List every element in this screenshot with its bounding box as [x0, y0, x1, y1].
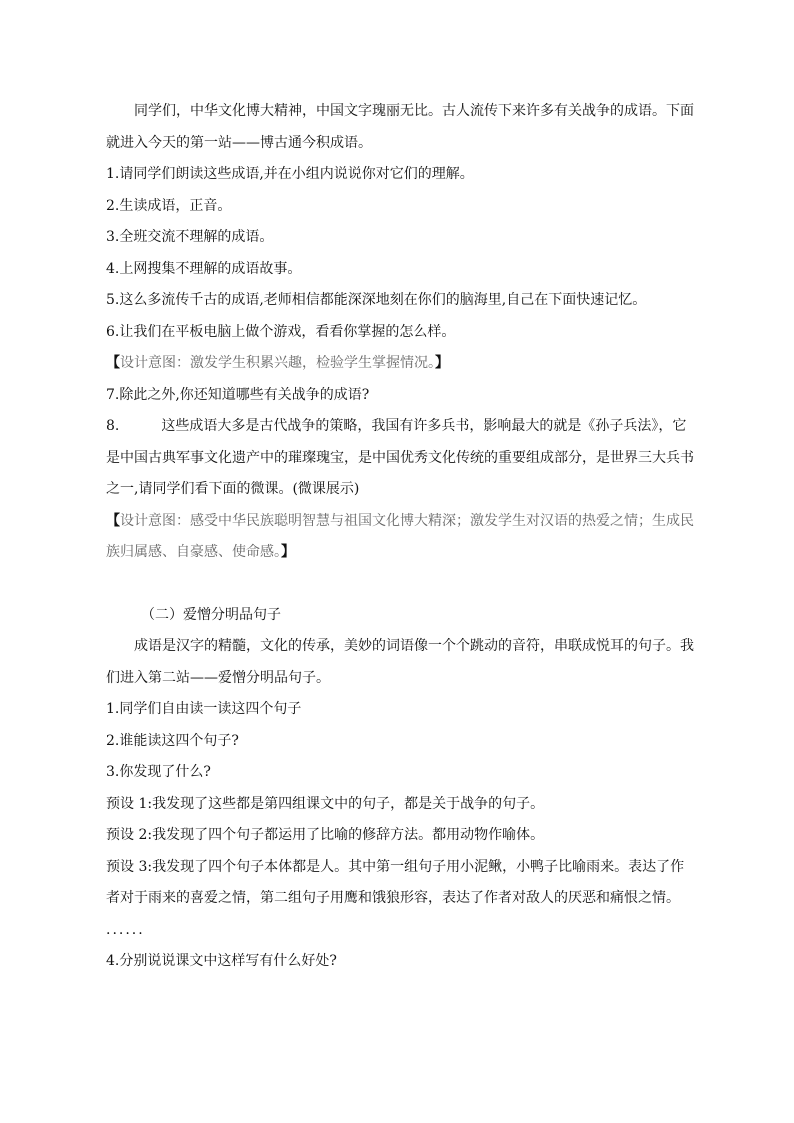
step-6: 6.让我们在平板电脑上做个游戏，看看你掌握的怎么样。 [106, 323, 456, 340]
design-note-2 [106, 506, 696, 569]
note-open-bracket: 【 [106, 512, 120, 529]
step-8-number: 8. [106, 418, 120, 434]
step-4: 4.上网搜集不理解的成语故事。 [106, 260, 302, 277]
preset-3: 预设 3:我发现了四个句子本体都是人。其中第一组句子用小泥鳅，小鸭子比喻雨来。表达了作者对于雨来的喜爱之情，第二组句子用鹰和饿狼形容，表达了作者对敌人的厌恶和痛恨之情。 [106, 858, 685, 906]
step-8-text: 这些成语大多是古代战争的策略，我国有许多兵书，影响最大的就是《孙子兵法》，它是中国古典军事文化遗产中的璀璨瑰宝，是中国优秀文化传统的重要组成部分，是世界三大兵书之一,请同学们看下面的微课。(微课展示) [106, 418, 694, 497]
document-body [106, 96, 696, 978]
step-5: 5.这么多流传千古的成语,老师相信都能深深地刻在你们的脑海里,自己在下面快速记忆。 [106, 292, 647, 308]
design-note-1 [106, 348, 696, 380]
design-note-2-text: 设计意图：感受中华民族聪明智慧与祖国文化博大精深；激发学生对汉语的热爱之情；生成民族归属感、自豪感、使命感。 [106, 512, 694, 560]
note-open-bracket: 【 [106, 355, 120, 371]
section-2-intro: 成语是汉字的精髓，文化的传承，美妙的词语像一个个跳动的音符，串联成悦耳的句子。我们进入第二站——爱憎分明品句子。 [106, 638, 694, 686]
ellipsis: ...... [106, 921, 145, 938]
section-2-step-4: 4.分别说说课文中这样写有什么好处? [106, 953, 337, 969]
preset-2: 预设 2:我发现了四个句子都运用了比喻的修辞方法。都用动物作喻体。 [106, 827, 545, 843]
section-gap [106, 569, 696, 600]
step-8 [106, 411, 696, 506]
note-close-bracket: 】 [435, 355, 449, 371]
step-7: 7.除此之外,你还知道哪些有关战争的成语? [106, 386, 370, 403]
section-2-heading: （二）爱憎分明品句子 [141, 606, 281, 623]
section-2-step-2: 2.谁能读这四个句子? [106, 732, 239, 749]
step-1: 1.请同学们朗读这些成语,并在小组内说说你对它们的理解。 [106, 166, 474, 182]
section-2-step-3: 3.你发现了什么? [106, 764, 211, 780]
section-2-step-1: 1.同学们自由读一读这四个句子 [106, 701, 302, 717]
intro-paragraph: 同学们，中华文化博大精神，中国文字瑰丽无比。古人流传下来许多有关战争的成语。下面就进入今天的第一站——博古通今积成语。 [106, 103, 694, 151]
step-2: 2.生读成语，正音。 [106, 197, 232, 214]
note-close-bracket: 】 [281, 544, 295, 560]
preset-1: 预设 1:我发现了这些都是第四组课文中的句子，都是关于战争的句子。 [106, 795, 545, 812]
step-3: 3.全班交流不理解的成语。 [106, 229, 274, 245]
design-note-1-text: 设计意图：激发学生积累兴趣，检验学生掌握情况。 [120, 355, 435, 371]
